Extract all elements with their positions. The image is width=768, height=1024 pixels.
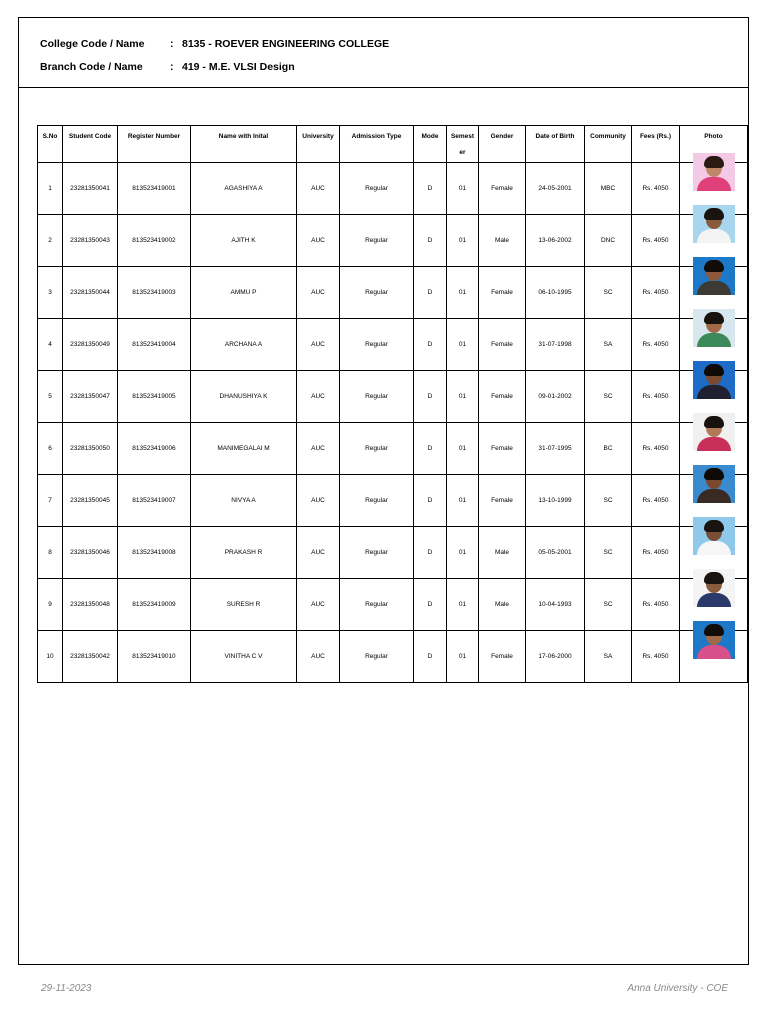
cell-admission-type: Regular	[340, 215, 414, 267]
cell-fees: Rs. 4050	[632, 423, 680, 475]
cell-register-number: 813523419007	[118, 475, 191, 527]
cell-fees: Rs. 4050	[632, 527, 680, 579]
cell-fees: Rs. 4050	[632, 319, 680, 371]
college-value: 8135 - ROEVER ENGINEERING COLLEGE	[182, 38, 390, 50]
cell-fees: Rs. 4050	[632, 475, 680, 527]
cell-university: AUC	[297, 215, 340, 267]
cell-community: MBC	[585, 163, 632, 215]
cell-dob: 09-01-2002	[526, 371, 585, 423]
cell-register-number: 813523419002	[118, 215, 191, 267]
cell-community: SC	[585, 475, 632, 527]
cell-fees: Rs. 4050	[632, 579, 680, 631]
cell-mode: D	[414, 319, 447, 371]
col-header-dob: Date of Birth	[526, 126, 585, 163]
cell-name: AJITH K	[191, 215, 297, 267]
table-row	[38, 423, 748, 475]
branch-value: 419 - M.E. VLSI Design	[182, 61, 295, 73]
table-row	[38, 579, 748, 631]
cell-gender: Male	[479, 579, 526, 631]
college-separator: :	[170, 38, 174, 50]
cell-fees: Rs. 4050	[632, 631, 680, 683]
cell-sno: 4	[38, 319, 63, 371]
cell-gender: Male	[479, 527, 526, 579]
cell-semester: 01	[447, 267, 479, 319]
cell-student-code: 23281350045	[63, 475, 118, 527]
cell-dob: 13-10-1999	[526, 475, 585, 527]
cell-gender: Female	[479, 423, 526, 475]
cell-name: VINITHA C V	[191, 631, 297, 683]
col-header-register-number: Register Number	[118, 126, 191, 163]
cell-admission-type: Regular	[340, 319, 414, 371]
cell-register-number: 813523419001	[118, 163, 191, 215]
col-header-student-code: Student Code	[63, 126, 118, 163]
cell-photo	[680, 631, 748, 683]
col-header-admission-type: Admission Type	[340, 126, 414, 163]
student-photo	[693, 465, 735, 503]
cell-admission-type: Regular	[340, 163, 414, 215]
cell-community: SC	[585, 527, 632, 579]
cell-community: SC	[585, 267, 632, 319]
student-photo	[693, 517, 735, 555]
table-row	[38, 163, 748, 215]
cell-gender: Female	[479, 371, 526, 423]
cell-community: BC	[585, 423, 632, 475]
cell-fees: Rs. 4050	[632, 215, 680, 267]
cell-sno: 3	[38, 267, 63, 319]
cell-sno: 1	[38, 163, 63, 215]
cell-community: DNC	[585, 215, 632, 267]
cell-mode: D	[414, 267, 447, 319]
cell-gender: Male	[479, 215, 526, 267]
table-body	[38, 163, 748, 683]
cell-university: AUC	[297, 423, 340, 475]
cell-student-code: 23281350049	[63, 319, 118, 371]
cell-student-code: 23281350044	[63, 267, 118, 319]
student-photo	[693, 361, 735, 399]
cell-name: PRAKASH R	[191, 527, 297, 579]
cell-semester: 01	[447, 475, 479, 527]
cell-sno: 9	[38, 579, 63, 631]
cell-admission-type: Regular	[340, 579, 414, 631]
col-header-sno: S.No	[38, 126, 63, 163]
header-block	[19, 18, 748, 88]
college-label: College Code / Name	[40, 38, 145, 50]
cell-admission-type: Regular	[340, 631, 414, 683]
cell-semester: 01	[447, 319, 479, 371]
student-photo	[693, 257, 735, 295]
cell-name: NIVYA A	[191, 475, 297, 527]
cell-semester: 01	[447, 579, 479, 631]
cell-student-code: 23281350043	[63, 215, 118, 267]
cell-semester: 01	[447, 163, 479, 215]
page-frame	[18, 17, 749, 965]
cell-semester: 01	[447, 215, 479, 267]
branch-label: Branch Code / Name	[40, 61, 143, 73]
cell-student-code: 23281350047	[63, 371, 118, 423]
cell-sno: 8	[38, 527, 63, 579]
cell-name: AGASHIYA A	[191, 163, 297, 215]
student-photo	[693, 569, 735, 607]
cell-register-number: 813523419008	[118, 527, 191, 579]
cell-student-code: 23281350048	[63, 579, 118, 631]
cell-student-code: 23281350050	[63, 423, 118, 475]
cell-dob: 10-04-1993	[526, 579, 585, 631]
cell-university: AUC	[297, 579, 340, 631]
cell-community: SC	[585, 371, 632, 423]
cell-register-number: 813523419004	[118, 319, 191, 371]
cell-gender: Female	[479, 631, 526, 683]
table-row	[38, 267, 748, 319]
cell-student-code: 23281350042	[63, 631, 118, 683]
cell-university: AUC	[297, 163, 340, 215]
cell-dob: 05-05-2001	[526, 527, 585, 579]
cell-admission-type: Regular	[340, 475, 414, 527]
table-header-row	[38, 126, 748, 163]
cell-semester: 01	[447, 423, 479, 475]
cell-fees: Rs. 4050	[632, 163, 680, 215]
footer-date: 29-11-2023	[41, 983, 92, 994]
cell-sno: 10	[38, 631, 63, 683]
cell-community: SC	[585, 579, 632, 631]
cell-semester: 01	[447, 631, 479, 683]
cell-mode: D	[414, 527, 447, 579]
cell-register-number: 813523419005	[118, 371, 191, 423]
branch-separator: :	[170, 61, 174, 73]
table-row	[38, 527, 748, 579]
cell-register-number: 813523419010	[118, 631, 191, 683]
cell-name: DHANUSHIYA K	[191, 371, 297, 423]
footer-issuer: Anna University - COE	[627, 983, 728, 994]
student-table	[37, 125, 748, 683]
cell-mode: D	[414, 631, 447, 683]
student-photo	[693, 413, 735, 451]
table-row	[38, 215, 748, 267]
college-row	[40, 38, 389, 50]
cell-admission-type: Regular	[340, 423, 414, 475]
cell-dob: 13-06-2002	[526, 215, 585, 267]
col-header-semester: Semest er	[447, 126, 479, 163]
cell-mode: D	[414, 163, 447, 215]
cell-mode: D	[414, 215, 447, 267]
cell-dob: 31-07-1998	[526, 319, 585, 371]
cell-university: AUC	[297, 527, 340, 579]
col-header-fees: Fees (Rs.)	[632, 126, 680, 163]
student-photo	[693, 621, 735, 659]
cell-fees: Rs. 4050	[632, 267, 680, 319]
cell-community: SA	[585, 319, 632, 371]
cell-admission-type: Regular	[340, 267, 414, 319]
cell-semester: 01	[447, 527, 479, 579]
cell-name: MANIMEGALAI M	[191, 423, 297, 475]
table-row	[38, 319, 748, 371]
cell-register-number: 813523419009	[118, 579, 191, 631]
cell-gender: Female	[479, 163, 526, 215]
cell-university: AUC	[297, 475, 340, 527]
cell-university: AUC	[297, 371, 340, 423]
col-header-photo: Photo	[680, 126, 748, 163]
cell-name: SURESH R	[191, 579, 297, 631]
cell-sno: 6	[38, 423, 63, 475]
col-header-gender: Gender	[479, 126, 526, 163]
cell-admission-type: Regular	[340, 527, 414, 579]
cell-admission-type: Regular	[340, 371, 414, 423]
cell-mode: D	[414, 475, 447, 527]
branch-row	[40, 61, 295, 73]
cell-dob: 31-07-1995	[526, 423, 585, 475]
cell-mode: D	[414, 579, 447, 631]
cell-register-number: 813523419006	[118, 423, 191, 475]
cell-gender: Female	[479, 475, 526, 527]
cell-semester: 01	[447, 371, 479, 423]
table-row	[38, 631, 748, 683]
cell-name: AMMU P	[191, 267, 297, 319]
cell-community: SA	[585, 631, 632, 683]
cell-fees: Rs. 4050	[632, 371, 680, 423]
student-photo	[693, 309, 735, 347]
cell-mode: D	[414, 423, 447, 475]
col-header-university: University	[297, 126, 340, 163]
student-photo	[693, 153, 735, 191]
col-header-mode: Mode	[414, 126, 447, 163]
cell-university: AUC	[297, 631, 340, 683]
cell-dob: 17-06-2000	[526, 631, 585, 683]
cell-student-code: 23281350041	[63, 163, 118, 215]
col-header-name: Name with Inital	[191, 126, 297, 163]
table-row	[38, 475, 748, 527]
cell-sno: 7	[38, 475, 63, 527]
cell-mode: D	[414, 371, 447, 423]
table-row	[38, 371, 748, 423]
col-header-community: Community	[585, 126, 632, 163]
cell-gender: Female	[479, 319, 526, 371]
cell-university: AUC	[297, 267, 340, 319]
cell-register-number: 813523419003	[118, 267, 191, 319]
student-photo	[693, 205, 735, 243]
cell-dob: 06-10-1995	[526, 267, 585, 319]
cell-sno: 5	[38, 371, 63, 423]
cell-name: ARCHANA A	[191, 319, 297, 371]
cell-student-code: 23281350046	[63, 527, 118, 579]
cell-gender: Female	[479, 267, 526, 319]
cell-university: AUC	[297, 319, 340, 371]
cell-sno: 2	[38, 215, 63, 267]
cell-dob: 24-05-2001	[526, 163, 585, 215]
